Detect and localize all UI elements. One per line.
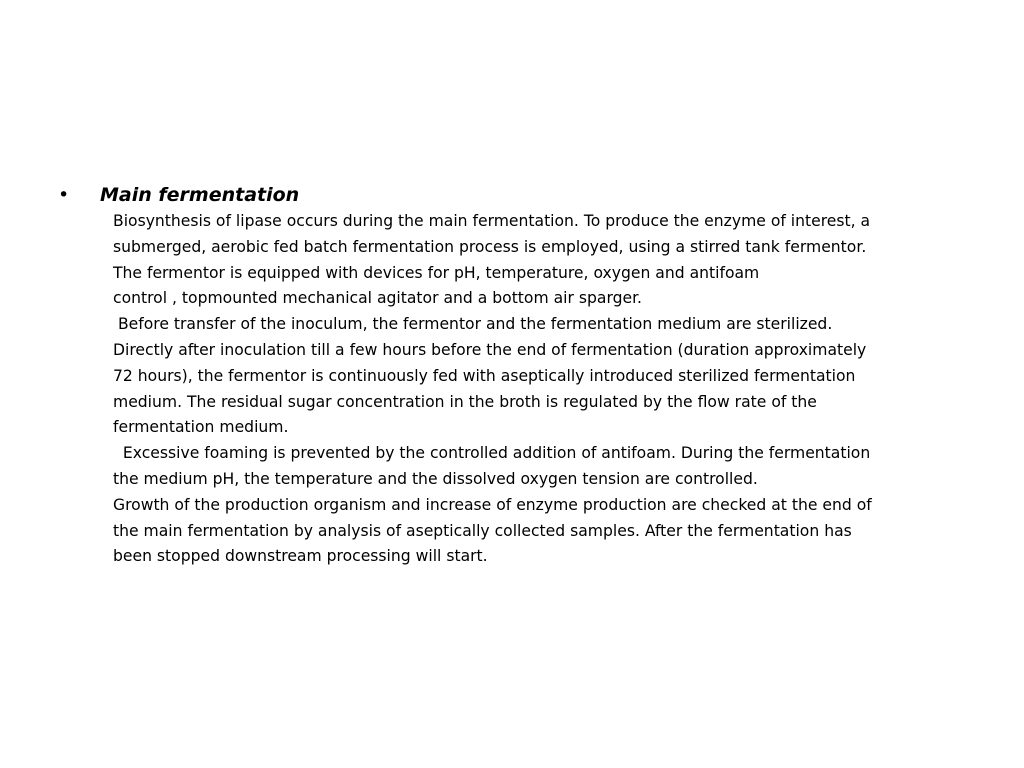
text-line: medium. The residual sugar concentration in the broth is regulated by the flow rate of the [113, 392, 817, 411]
text-line: the medium pH, the temperature and the dissolved oxygen tension are controlled. [113, 469, 758, 488]
bullet-row [58, 181, 978, 209]
text-line: Growth of the production organism and increase of enzyme production are checked at the end of [113, 495, 872, 514]
text-line: the main fermentation by analysis of aseptically collected samples. After the fermentation has [113, 521, 852, 540]
text-line: fermentation medium. [113, 418, 289, 437]
text-line: 72 hours), the fermentor is continuously fed with aseptically introduced sterilized fermentation [113, 366, 856, 385]
text-line: submerged, aerobic fed batch fermentation process is employed, using a stirred tank fermentor. [113, 237, 867, 256]
text-line: Excessive foaming is prevented by the controlled addition of antifoam. During the fermentation [113, 444, 871, 463]
bullet-item [58, 181, 978, 570]
text-line: Directly after inoculation till a few hours before the end of fermentation (duration approximately [113, 340, 867, 359]
text-line: control , topmounted mechanical agitator and a bottom air sparger. [113, 289, 643, 308]
section-heading: Main fermentation [100, 184, 300, 206]
bullet-mark: • [58, 184, 70, 206]
text-line: been stopped downstream processing will start. [113, 547, 488, 566]
text-line: Biosynthesis of lipase occurs during the main fermentation. To produce the enzyme of interest, a [113, 212, 871, 230]
text-line: Before transfer of the inoculum, the fermentor and the fermentation medium are sterilized. [113, 315, 833, 334]
body-text [113, 209, 978, 570]
text-line: The fermentor is equipped with devices for pH, temperature, oxygen and antifoam [113, 263, 760, 282]
